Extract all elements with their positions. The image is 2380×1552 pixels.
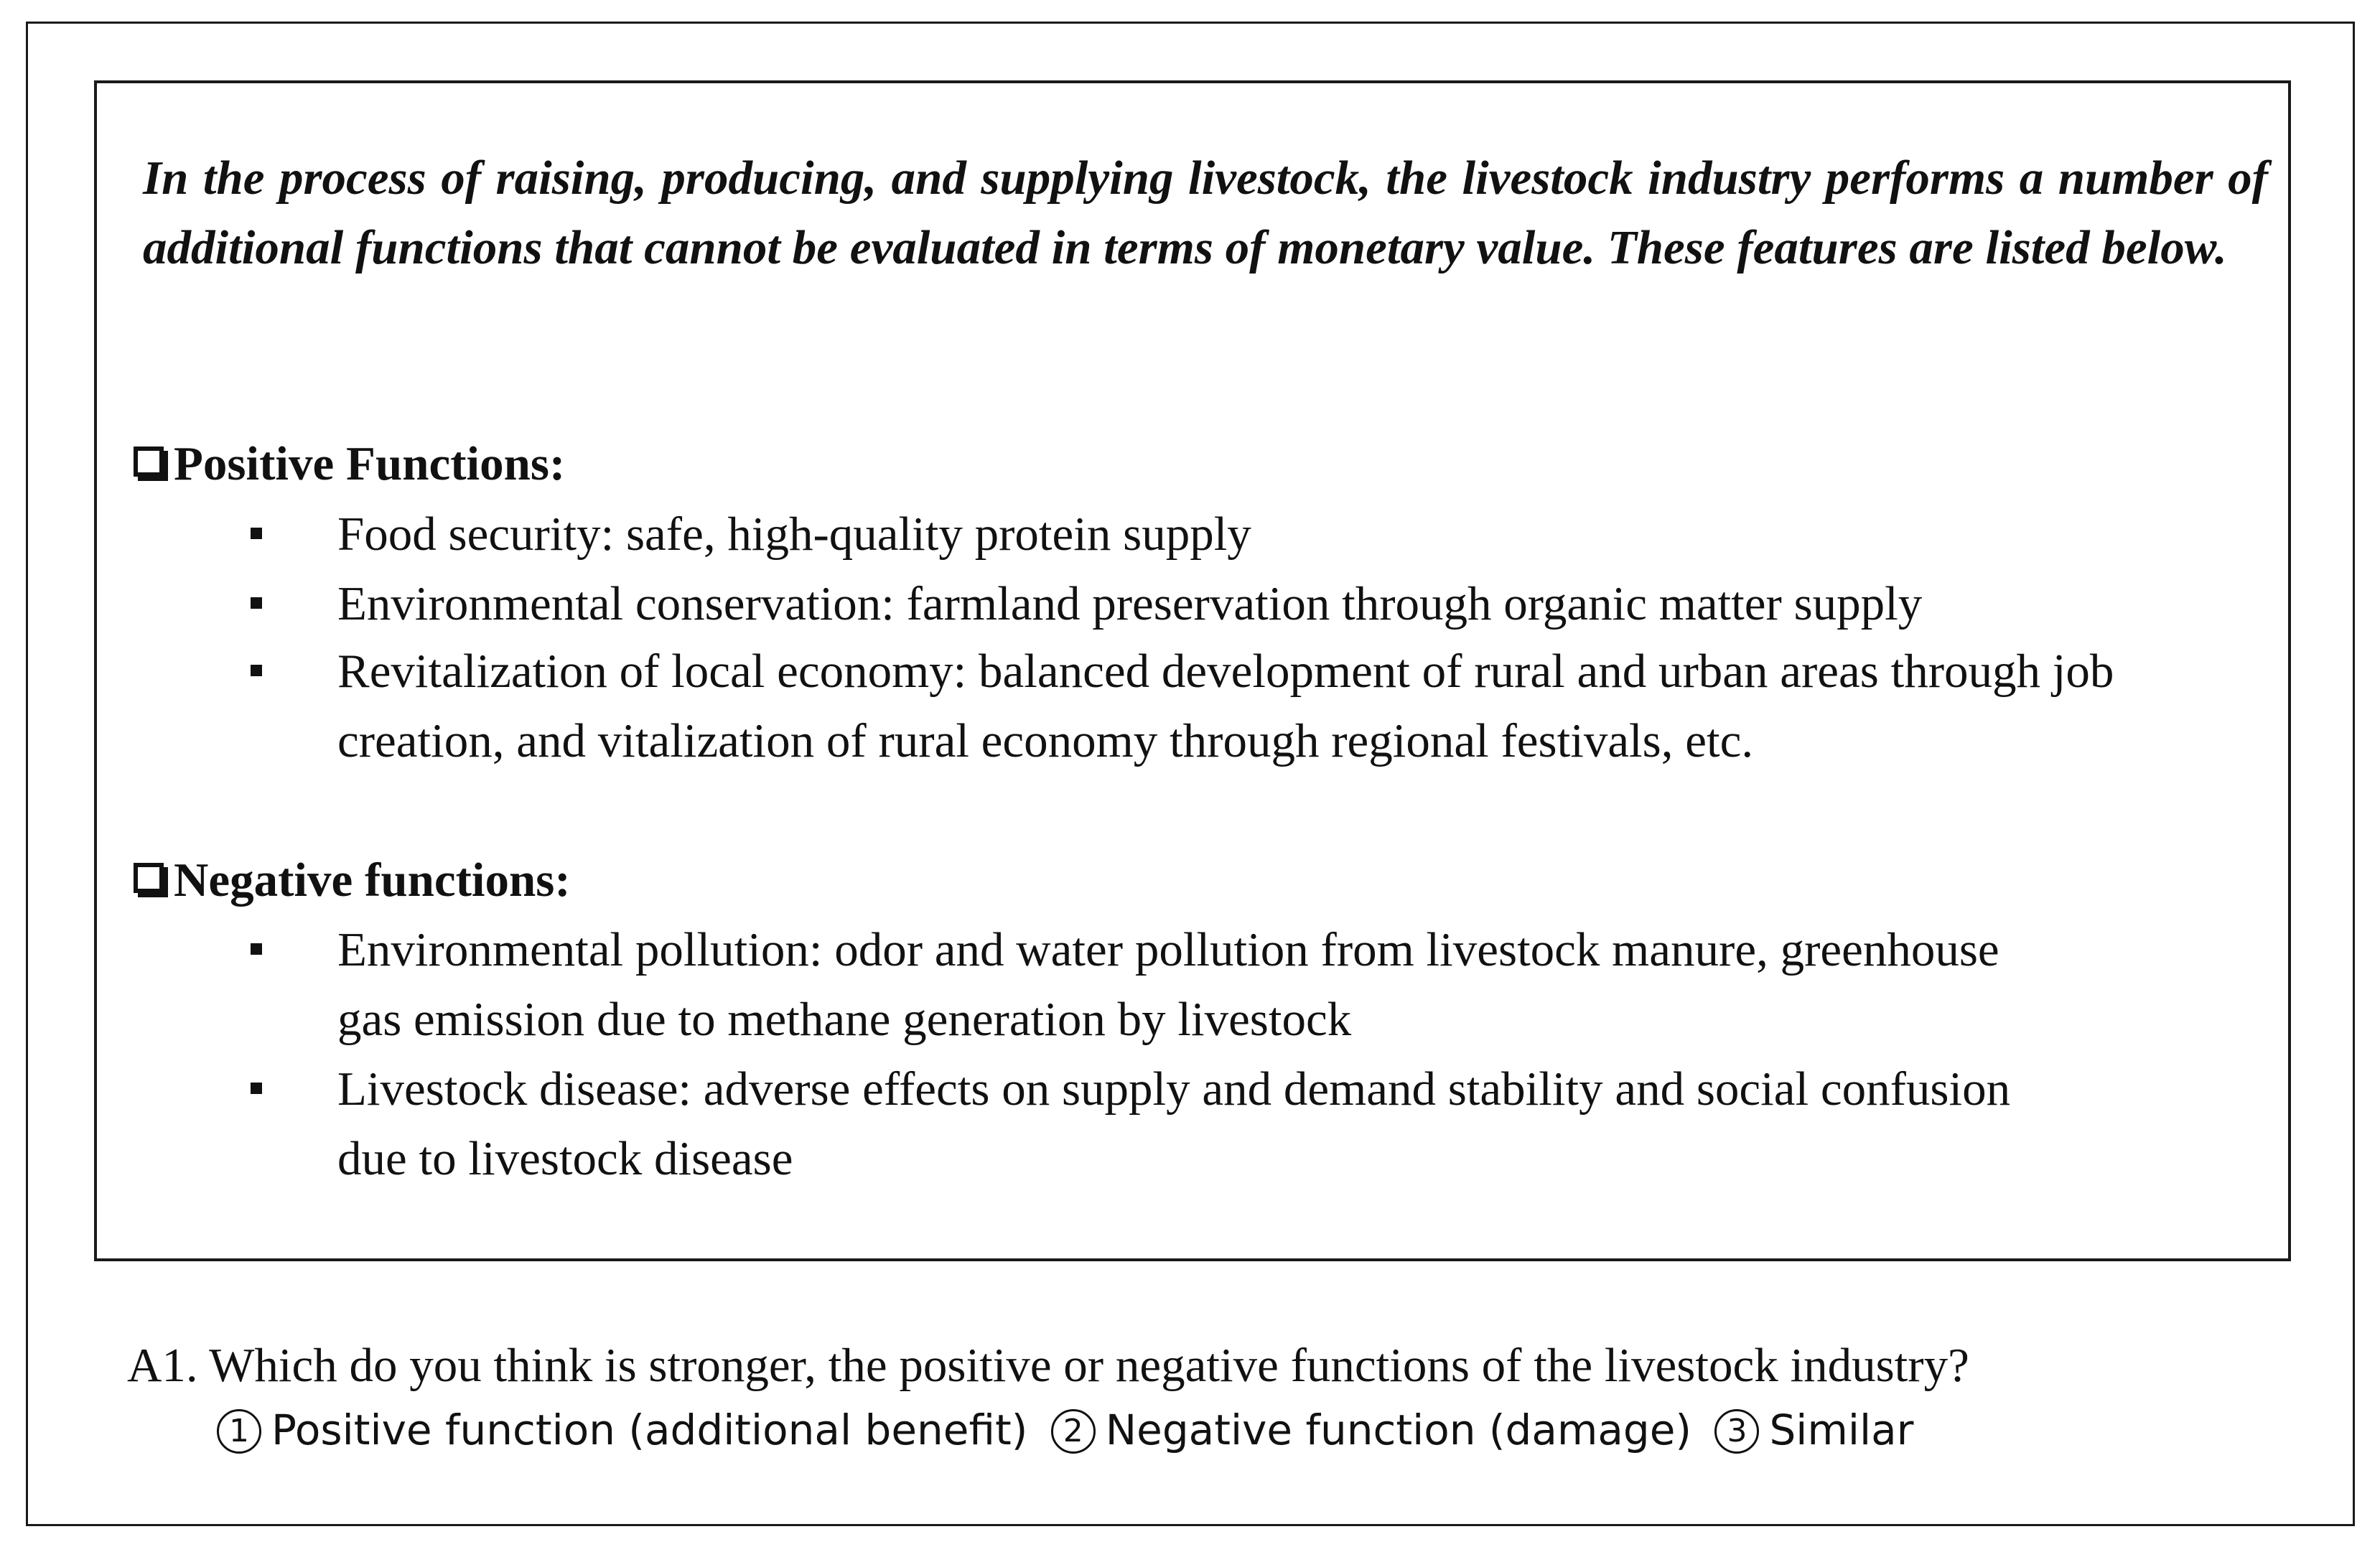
question-a1: A1. Which do you think is stronger, the positive or negative functions of the livestock industry? <box>127 1339 1969 1392</box>
positive-functions-heading <box>134 435 565 492</box>
option-label: Negative function (damage) <box>1105 1406 1692 1454</box>
positive-item-local-economy: Revitalization of local economy: balanced development of rural and urban areas through job creation, and vitalization of rural economy through regional festivals, etc. <box>337 645 2114 767</box>
answer-options <box>217 1401 1924 1459</box>
negative-functions-heading <box>134 851 571 909</box>
bullet-icon <box>251 528 262 539</box>
checkbox-square-icon <box>134 863 164 893</box>
intro-paragraph: In the process of raising, producing, and supplying livestock, the livestock industry performs a number of additional functions that cannot be evaluated in terms of monetary value. These features are listed below. <box>143 151 2268 274</box>
option-similar[interactable] <box>1714 1401 1913 1459</box>
checkbox-square-icon <box>134 447 164 477</box>
bullet-icon <box>251 597 262 609</box>
positive-item-environmental-conservation: Environmental conservation: farmland preservation through organic matter supply <box>337 577 1923 630</box>
circled-number-icon: 3 <box>1714 1409 1759 1454</box>
bullet-icon <box>251 665 262 676</box>
positive-heading-label: Positive Functions: <box>174 437 566 490</box>
option-positive[interactable] <box>217 1401 1027 1459</box>
negative-heading-label: Negative functions: <box>174 854 571 907</box>
negative-item-livestock-disease: Livestock disease: adverse effects on supply and demand stability and social confusion due to livestock disease <box>337 1062 2011 1185</box>
bullet-icon <box>251 943 262 955</box>
circled-number-icon: 2 <box>1051 1409 1096 1454</box>
positive-item-food-security: Food security: safe, high-quality protein supply <box>337 508 1251 561</box>
option-label: Positive function (additional benefit) <box>271 1406 1028 1454</box>
circled-number-icon: 1 <box>217 1409 261 1454</box>
option-negative[interactable] <box>1051 1401 1691 1459</box>
option-label: Similar <box>1769 1406 1914 1454</box>
negative-item-environmental-pollution: Environmental pollution: odor and water pollution from livestock manure, greenhouse gas emission due to methane generation by livestock <box>337 923 1999 1046</box>
bullet-icon <box>251 1083 262 1094</box>
